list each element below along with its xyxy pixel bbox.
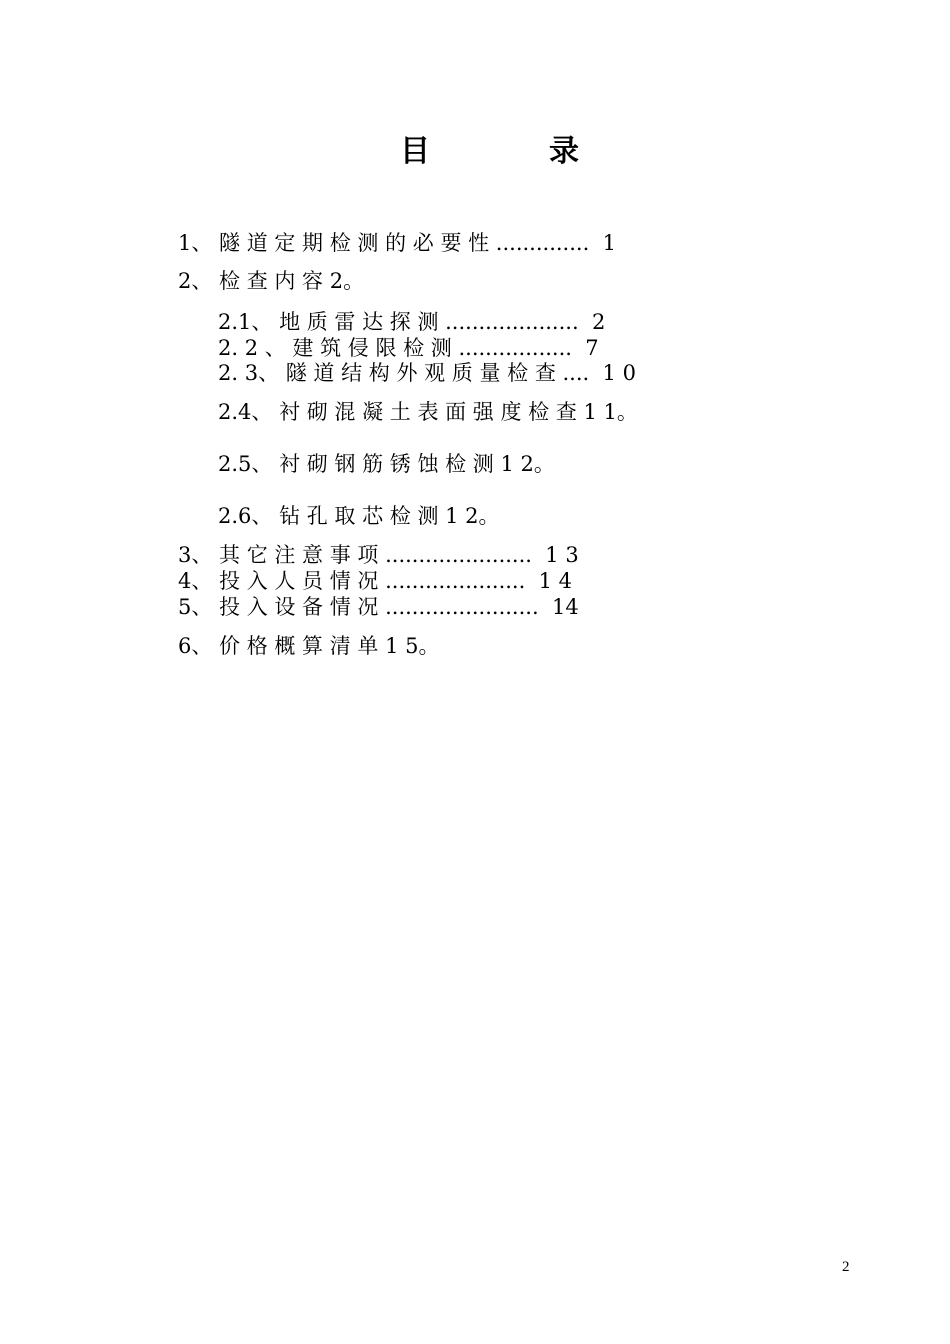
toc-entry-2[interactable]: 2、 检 查 内 容 2。 bbox=[178, 269, 365, 293]
toc-entry-3[interactable]: 3、 其 它 注 意 事 项 ...................... 1 3 bbox=[178, 543, 579, 567]
toc-entry-4[interactable]: 4、 投 入 人 员 情 况 ..................... 1 4 bbox=[178, 569, 573, 593]
toc-entry-2-3[interactable]: 2. 3、 隧 道 结 构 外 观 质 量 检 查 .... 1 0 bbox=[218, 361, 636, 385]
toc-title bbox=[0, 132, 950, 172]
toc-title-char-1: 目 bbox=[400, 134, 430, 169]
toc-entry-1[interactable]: 1、 隧 道 定 期 检 测 的 必 要 性 .............. 1 bbox=[178, 231, 616, 255]
toc-entry-2-6[interactable]: 2.6、 钻 孔 取 芯 检 测 1 2。 bbox=[218, 504, 500, 528]
toc-entry-2-1[interactable]: 2.1、 地 质 雷 达 探 测 .................... 2 bbox=[218, 310, 606, 334]
toc-entry-5[interactable]: 5、 投 入 设 备 情 况 ....................... 14 bbox=[178, 595, 579, 619]
toc-entry-2-2[interactable]: 2. 2 、 建 筑 侵 限 检 测 ................. 7 bbox=[218, 336, 599, 360]
toc-entry-6[interactable]: 6、 价 格 概 算 清 单 1 5。 bbox=[178, 634, 440, 658]
toc-entry-2-4[interactable]: 2.4、 衬 砌 混 凝 土 表 面 强 度 检 查 1 1。 bbox=[218, 400, 638, 424]
toc-title-char-2: 录 bbox=[549, 134, 579, 169]
toc-entry-2-5[interactable]: 2.5、 衬 砌 钢 筋 锈 蚀 检 测 1 2。 bbox=[218, 452, 555, 476]
page-number: 2 bbox=[842, 1259, 850, 1275]
